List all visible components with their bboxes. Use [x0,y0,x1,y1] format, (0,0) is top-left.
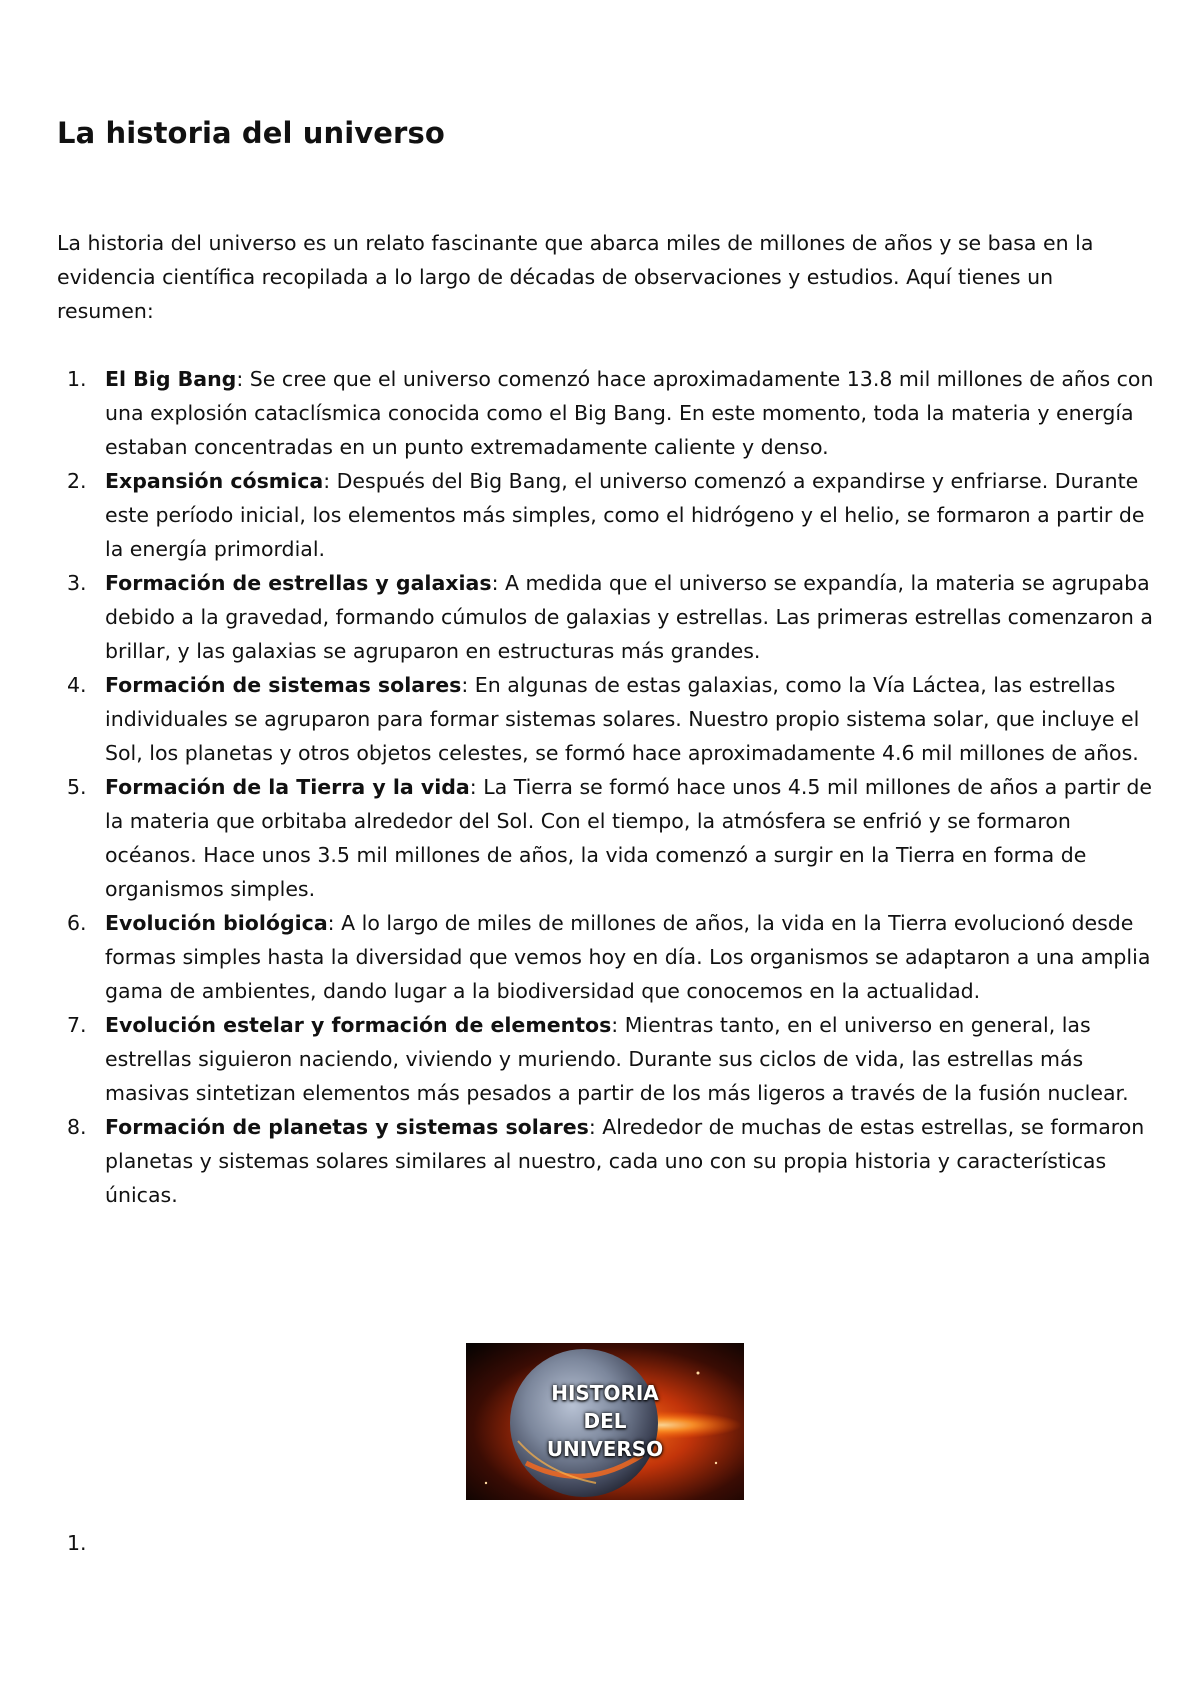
list-item-text: : Después del Big Bang, el universo comenzó a expandirse y enfriarse. Durante este período inicial, los elementos más simples, como el hidrógeno y el helio, se formaron a partir de la energía primordial. [105,469,1145,561]
intro-paragraph: La historia del universo es un relato fascinante que abarca miles de millones de años y se basa en la evidencia científica recopilada a lo largo de décadas de observaciones y estudios. Aquí tienes un resumen: [57,231,1094,323]
trailing-list-number: 1. [67,1531,87,1555]
list-item-term: Formación de la Tierra y la vida [105,775,470,799]
list-item-number: 5. [67,775,87,799]
list-item-text: : Se cree que el universo comenzó hace aproximadamente 13.8 mil millones de años con una explosión cataclísmica conocida como el Big Bang. En este momento, toda la materia y energía estaban concentradas en un punto extremadamente caliente y denso. [105,367,1154,459]
list-item-number: 7. [67,1013,87,1037]
list-item [57,1110,1157,1212]
list-item [57,770,1157,906]
banner-line: HISTORIA [551,1381,659,1405]
list-item [57,906,1157,1008]
list-item-term: Formación de planetas y sistemas solares [105,1115,589,1139]
list-item-term: Evolución biológica [105,911,328,935]
list-item-text: : A medida que el universo se expandía, la materia se agrupaba debido a la gravedad, formando cúmulos de galaxias y estrellas. Las primeras estrellas comenzaron a brillar, y las galaxias se agruparon en estructuras más grandes. [105,571,1153,663]
list-item-number: 2. [67,469,87,493]
list-item-term: Expansión cósmica [105,469,324,493]
list-item-number: 6. [67,911,87,935]
page-title: La historia del universo [57,116,445,150]
banner-line: UNIVERSO [546,1437,664,1461]
list-item-text: : En algunas de estas galaxias, como la Vía Láctea, las estrellas individuales se agruparon para formar sistemas solares. Nuestro propio sistema solar, que incluye el Sol, los planetas y otros objetos celestes, se formó hace aproximadamente 4.6 mil millones de años. [105,673,1140,765]
list-item-number: 3. [67,571,87,595]
universe-history-banner-image [466,1343,744,1500]
list-item [57,362,1157,464]
list-item-number: 4. [67,673,87,697]
list-item-term: Evolución estelar y formación de elementos [105,1013,612,1037]
list-item-text: : A lo largo de miles de millones de años, la vida en la Tierra evolucionó desde formas simples hasta la diversidad que vemos hoy en día. Los organismos se adaptaron a una amplia gama de ambientes, dando lugar a la biodiversidad que conocemos en la actualidad. [105,911,1151,1003]
list-item-term: Formación de estrellas y galaxias [105,571,492,595]
list-item-term: El Big Bang [105,367,237,391]
list-item-number: 1. [67,367,87,391]
banner-title [466,1379,744,1463]
history-steps-list [57,362,1157,1212]
list-item-text: : Mientras tanto, en el universo en general, las estrellas siguieron naciendo, viviendo y muriendo. Durante sus ciclos de vida, las estrellas más masivas sintetizan elementos más pesados a partir de los más ligeros a través de la fusión nuclear. [105,1013,1129,1105]
list-item-number: 8. [67,1115,87,1139]
list-item [57,464,1157,566]
list-item-term: Formación de sistemas solares [105,673,462,697]
list-item [57,1008,1157,1110]
list-item [57,566,1157,668]
banner-line: DEL [583,1409,627,1433]
list-item [57,668,1157,770]
list-item-text: : Alrededor de muchas de estas estrellas, se formaron planetas y sistemas solares similares al nuestro, cada uno con su propia historia y características únicas. [105,1115,1145,1207]
list-item-text: : La Tierra se formó hace unos 4.5 mil millones de años a partir de la materia que orbitaba alrededor del Sol. Con el tiempo, la atmósfera se enfrió y se formaron océanos. Hace unos 3.5 mil millones de años, la vida comenzó a surgir en la Tierra en forma de organismos simples. [105,775,1153,901]
